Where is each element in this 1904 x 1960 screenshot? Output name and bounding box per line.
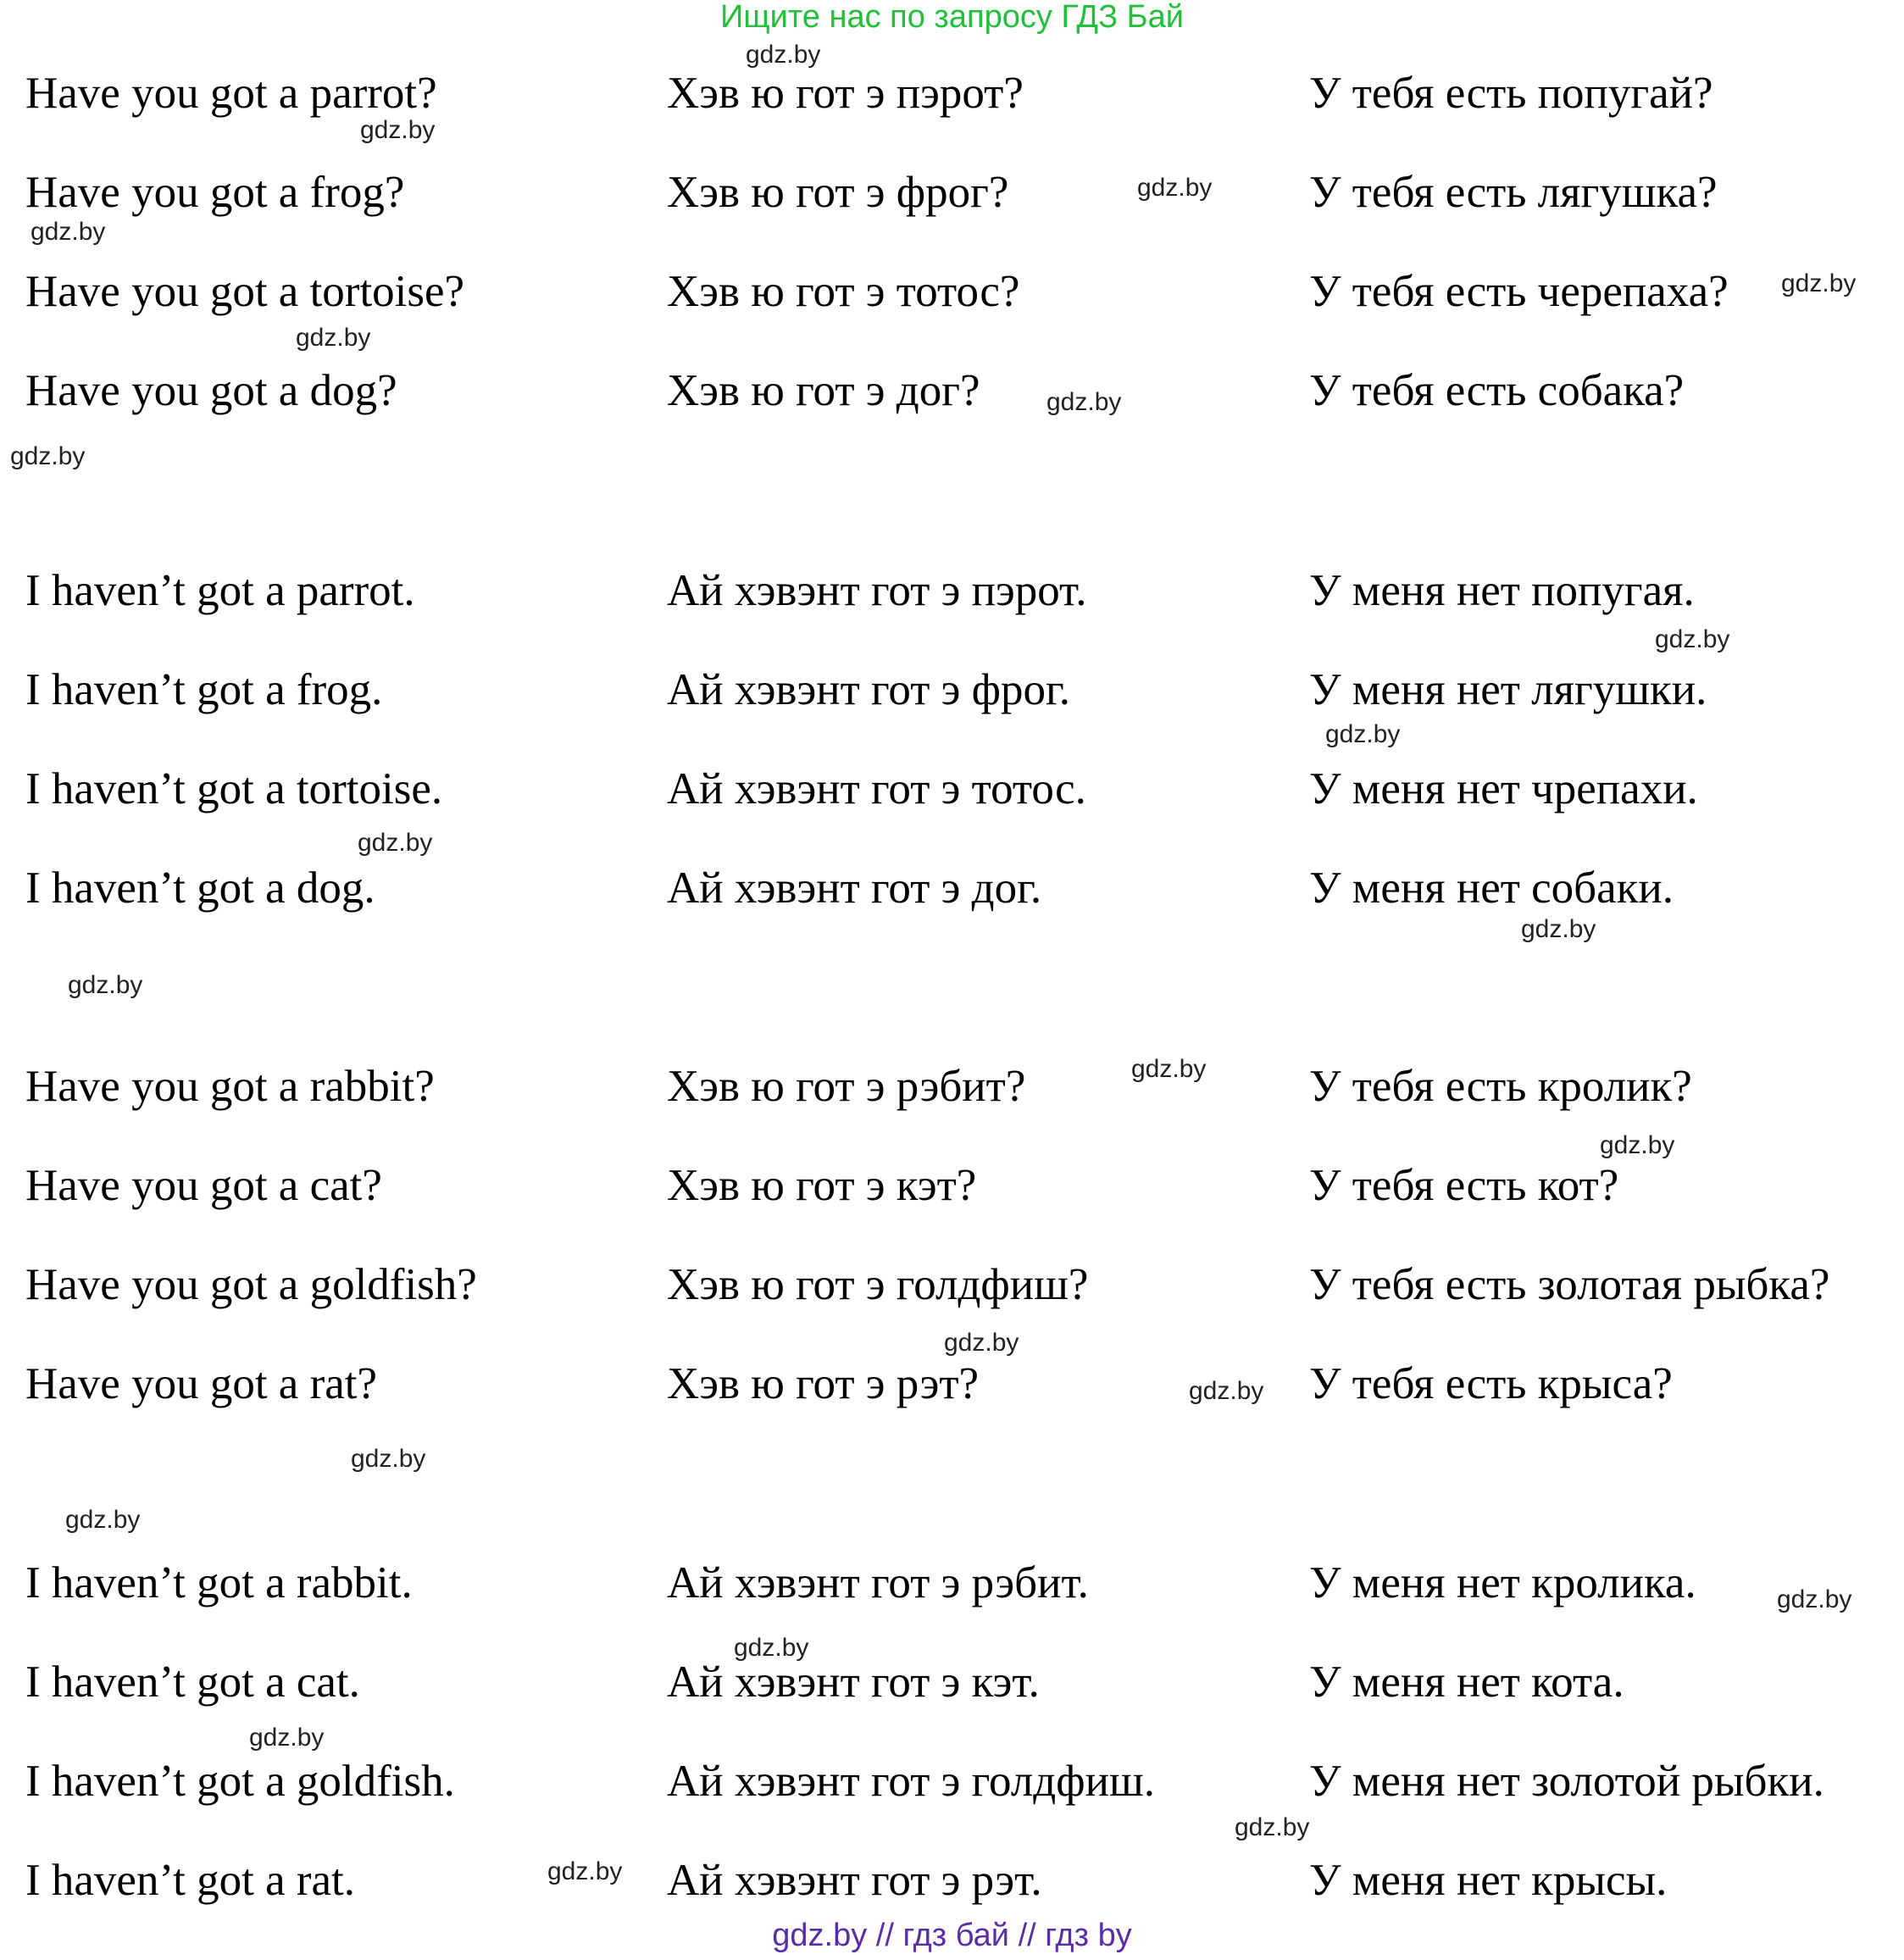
row-ru: У меня нет крысы.: [1309, 1856, 1668, 1905]
row-transcription: Хэв ю гот э рэт?: [667, 1359, 980, 1408]
row-transcription: Ай хэвэнт гот э пэрот.: [667, 566, 1087, 615]
row-transcription: Ай хэвэнт гот э голдфиш.: [667, 1757, 1156, 1806]
watermark: gdz.by: [1046, 388, 1122, 416]
row-en: I haven’t got a parrot.: [25, 566, 415, 615]
watermark: gdz.by: [1131, 1055, 1207, 1083]
row-ru: У тебя есть черепаха?: [1309, 267, 1729, 316]
watermark: gdz.by: [1655, 625, 1730, 653]
row-ru: У меня нет кролика.: [1309, 1558, 1696, 1607]
row-en: Have you got a rabbit?: [25, 1062, 435, 1111]
row-en: Have you got a frog?: [25, 168, 405, 217]
row-transcription: Хэв ю гот э кэт?: [667, 1161, 977, 1210]
row-transcription: Хэв ю гот э дог?: [667, 366, 980, 415]
row-transcription: Хэв ю гот э пэрот?: [667, 69, 1024, 118]
row-en: Have you got a rat?: [25, 1359, 377, 1408]
watermark: gdz.by: [249, 1724, 325, 1752]
row-ru: У тебя есть крыса?: [1309, 1359, 1673, 1408]
row-transcription: Ай хэвэнт гот э тотос.: [667, 764, 1086, 813]
watermark: gdz.by: [1137, 174, 1213, 202]
row-ru: У меня нет золотой рыбки.: [1309, 1757, 1824, 1806]
row-en: I haven’t got a cat.: [25, 1657, 360, 1707]
row-ru: У тебя есть кролик?: [1309, 1062, 1692, 1111]
row-ru: У тебя есть золотая рыбка?: [1309, 1260, 1830, 1309]
watermark: gdz.by: [1235, 1813, 1310, 1841]
row-en: Have you got a dog?: [25, 366, 397, 415]
row-en: I haven’t got a rat.: [25, 1856, 356, 1905]
footer-banner: gdz.by // гдз бай // гдз by: [772, 1918, 1132, 1953]
row-en: Have you got a tortoise?: [25, 267, 465, 316]
watermark: gdz.by: [1777, 1585, 1852, 1613]
row-transcription: Ай хэвэнт гот э рэт.: [667, 1856, 1042, 1905]
watermark: gdz.by: [1781, 269, 1857, 297]
watermark: gdz.by: [31, 218, 106, 246]
watermark: gdz.by: [360, 116, 436, 144]
watermark: gdz.by: [944, 1329, 1019, 1357]
watermark: gdz.by: [1325, 720, 1401, 748]
watermark: gdz.by: [1521, 915, 1596, 943]
watermark: gdz.by: [351, 1445, 426, 1473]
row-ru: У меня нет лягушки.: [1309, 665, 1707, 714]
watermark: gdz.by: [547, 1857, 623, 1885]
row-ru: У тебя есть собака?: [1309, 366, 1685, 415]
watermark: gdz.by: [734, 1634, 809, 1662]
row-ru: У тебя есть лягушка?: [1309, 168, 1718, 217]
row-transcription: Хэв ю гот э тотос?: [667, 267, 1020, 316]
row-en: I haven’t got a dog.: [25, 863, 375, 913]
row-ru: У тебя есть попугай?: [1309, 69, 1713, 118]
row-transcription: Ай хэвэнт гот э дог.: [667, 863, 1042, 913]
watermark: gdz.by: [68, 971, 143, 999]
row-ru: У меня нет чрепахи.: [1309, 764, 1698, 813]
row-transcription: Ай хэвэнт гот э кэт.: [667, 1657, 1040, 1707]
row-transcription: Хэв ю гот э голдфиш?: [667, 1260, 1089, 1309]
watermark: gdz.by: [10, 442, 86, 470]
row-transcription: Хэв ю гот э рэбит?: [667, 1062, 1026, 1111]
watermark: gdz.by: [296, 324, 371, 352]
row-ru: У тебя есть кот?: [1309, 1161, 1619, 1210]
row-transcription: Ай хэвэнт гот э рэбит.: [667, 1558, 1089, 1607]
row-ru: У меня нет попугая.: [1309, 566, 1695, 615]
row-en: I haven’t got a tortoise.: [25, 764, 443, 813]
watermark: gdz.by: [358, 829, 433, 857]
watermark: gdz.by: [746, 41, 821, 69]
row-transcription: Хэв ю гот э фрог?: [667, 168, 1009, 217]
row-ru: У меня нет кота.: [1309, 1657, 1624, 1707]
watermark: gdz.by: [1600, 1131, 1675, 1159]
header-banner: Ищите нас по запросу ГДЗ Бай: [720, 0, 1184, 35]
row-ru: У меня нет собаки.: [1309, 863, 1674, 913]
row-en: I haven’t got a goldfish.: [25, 1757, 455, 1806]
row-en: Have you got a parrot?: [25, 69, 437, 118]
row-transcription: Ай хэвэнт гот э фрог.: [667, 665, 1070, 714]
row-en: I haven’t got a rabbit.: [25, 1558, 413, 1607]
row-en: Have you got a goldfish?: [25, 1260, 477, 1309]
watermark: gdz.by: [65, 1506, 141, 1534]
row-en: Have you got a cat?: [25, 1161, 382, 1210]
row-en: I haven’t got a frog.: [25, 665, 383, 714]
watermark: gdz.by: [1189, 1377, 1264, 1405]
